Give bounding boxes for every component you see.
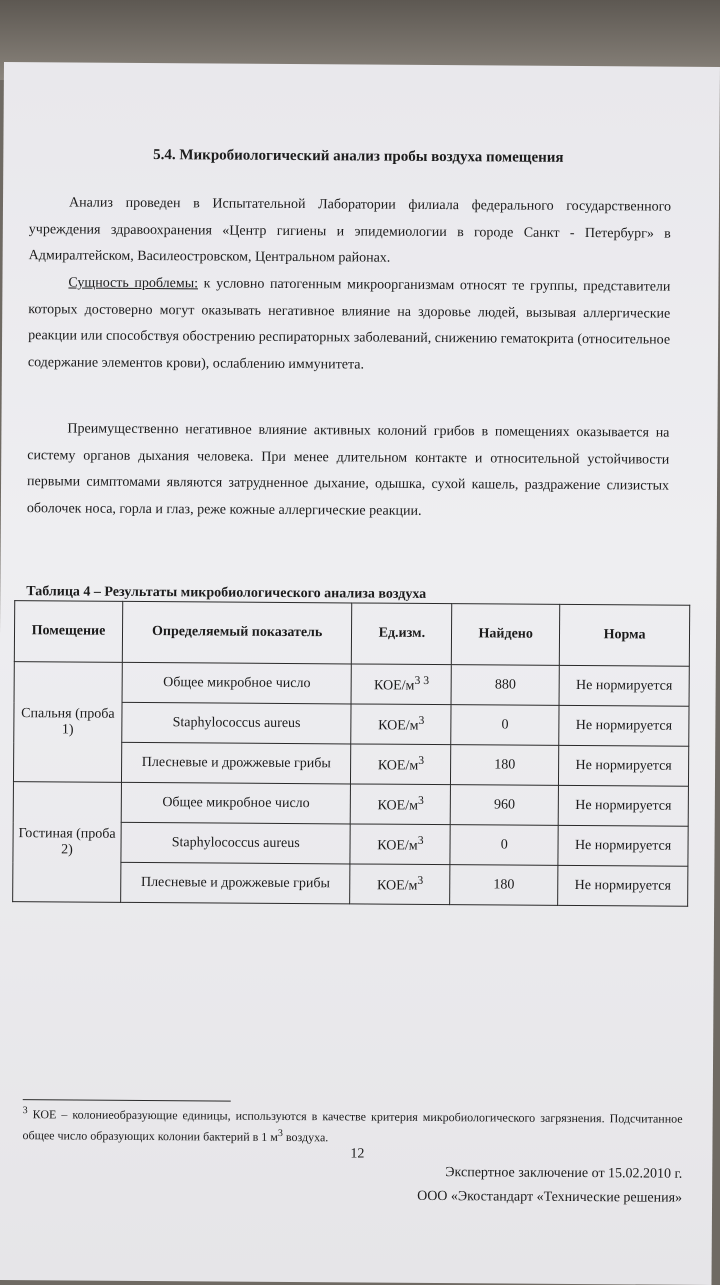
footer [322,1160,682,1211]
unit-cell: КОЕ/$м^3$ [351,704,451,745]
found-cell: 180 [450,865,558,906]
norm-cell: Не нормируется [558,825,688,866]
footnote-mark: 3 [22,1105,28,1117]
norm-cell: Не нормируется [559,705,689,746]
problem-text: к условно патогенным микроорганизмам относят те группы, представители которых достоверно могут оказывать негативное влияние на здоровье людей, вызывая аллергические реакции или способствуя обострению респираторных заболеваний, снижению гематокрита (относительное содержание элементов крови), ослаблению иммунитета. [27,276,671,373]
room-cell: Спальня (проба 1) [13,662,122,783]
header-room: Помещение [14,601,122,663]
footer-line-company: ООО «Экостандарт «Технические решения» [417,1188,683,1206]
problem-label: Сущность проблемы: [68,275,199,292]
header-norm: Норма [559,604,689,666]
norm-cell: Не нормируется [558,785,688,826]
header-found: Найдено [452,604,560,666]
paragraph-lab: Анализ проведен в Испытательной Лаборатории филиала федерального государственного учреждения здравоохранения «Центр гигиены и эпидемиологии в городе Санкт - Петербург» в Адмиралтейском, Василеостровском, Центральном районах. [28,195,672,266]
indicator-cell: Staphylococcus aureus [122,702,352,744]
unit-cell: КОЕ/$м^3$ [351,744,451,785]
indicator-cell: Staphylococcus aureus [121,822,351,864]
footnote: $^3$ КОЕ – колониеобразующие единицы, используются в качестве критерия микробиологического загрязнения. Подсчитанное общее число образующих колонии бактерий в 1 $м^3$ воздуха. [22,1105,683,1145]
unit-cell: КОЕ/$м^3$ [350,824,450,865]
paragraph-fungi: Преимущественно негативное влияние активных колоний грибов в помещениях оказывается на систему органов дыхания человека. При менее длительном контакте и относительной устойчивости первыми симптомами являются затрудненное дыхание, одышка, сухой кашель, раздражение слизистых оболочек носа, горла и глаз, реже кожные аллергические реакции. [26,421,670,519]
table-row [14,662,689,707]
found-cell: 0 [450,825,558,866]
footnote-divider [23,1099,231,1101]
table-row [13,782,688,827]
unit-cell: КОЕ/$м^3$ [350,864,450,905]
norm-cell: Не нормируется [558,865,688,906]
header-unit: Ед.изм. [352,603,452,665]
table-caption: Таблица 4 – Результаты микробиологического анализа воздуха [26,584,427,602]
indicator-cell: Общее микробное число [122,662,352,704]
norm-cell: Не нормируется [559,745,689,786]
found-cell: 880 [451,665,559,706]
footer-line-date: Экспертное заключение от 15.02.2010 г. [445,1165,683,1182]
unit-cell: КОЕ/$м^3$ [351,784,451,825]
found-cell: 0 [451,705,559,746]
norm-cell: Не нормируется [559,665,689,706]
indicator-cell: Плесневые и дрожжевые грибы [121,862,351,904]
table-header-row [14,601,689,667]
found-cell: 960 [450,785,558,826]
paragraph-problem [28,270,671,380]
indicator-cell: Плесневые и дрожжевые грибы [121,742,351,784]
room-cell: Гостиная (проба 2) [13,782,122,903]
header-indicator: Определяемый показатель [122,601,352,664]
section-title: 5.4. Микробиологический анализ пробы воздуха помещения [153,147,564,166]
page-number: 12 [350,1146,365,1162]
indicator-cell: Общее микробное число [121,782,351,824]
document-page [0,62,720,1285]
found-cell: 180 [451,745,559,786]
unit-cell: КОЕ/$м^{3 3}$ [351,664,451,705]
results-table [12,600,690,907]
